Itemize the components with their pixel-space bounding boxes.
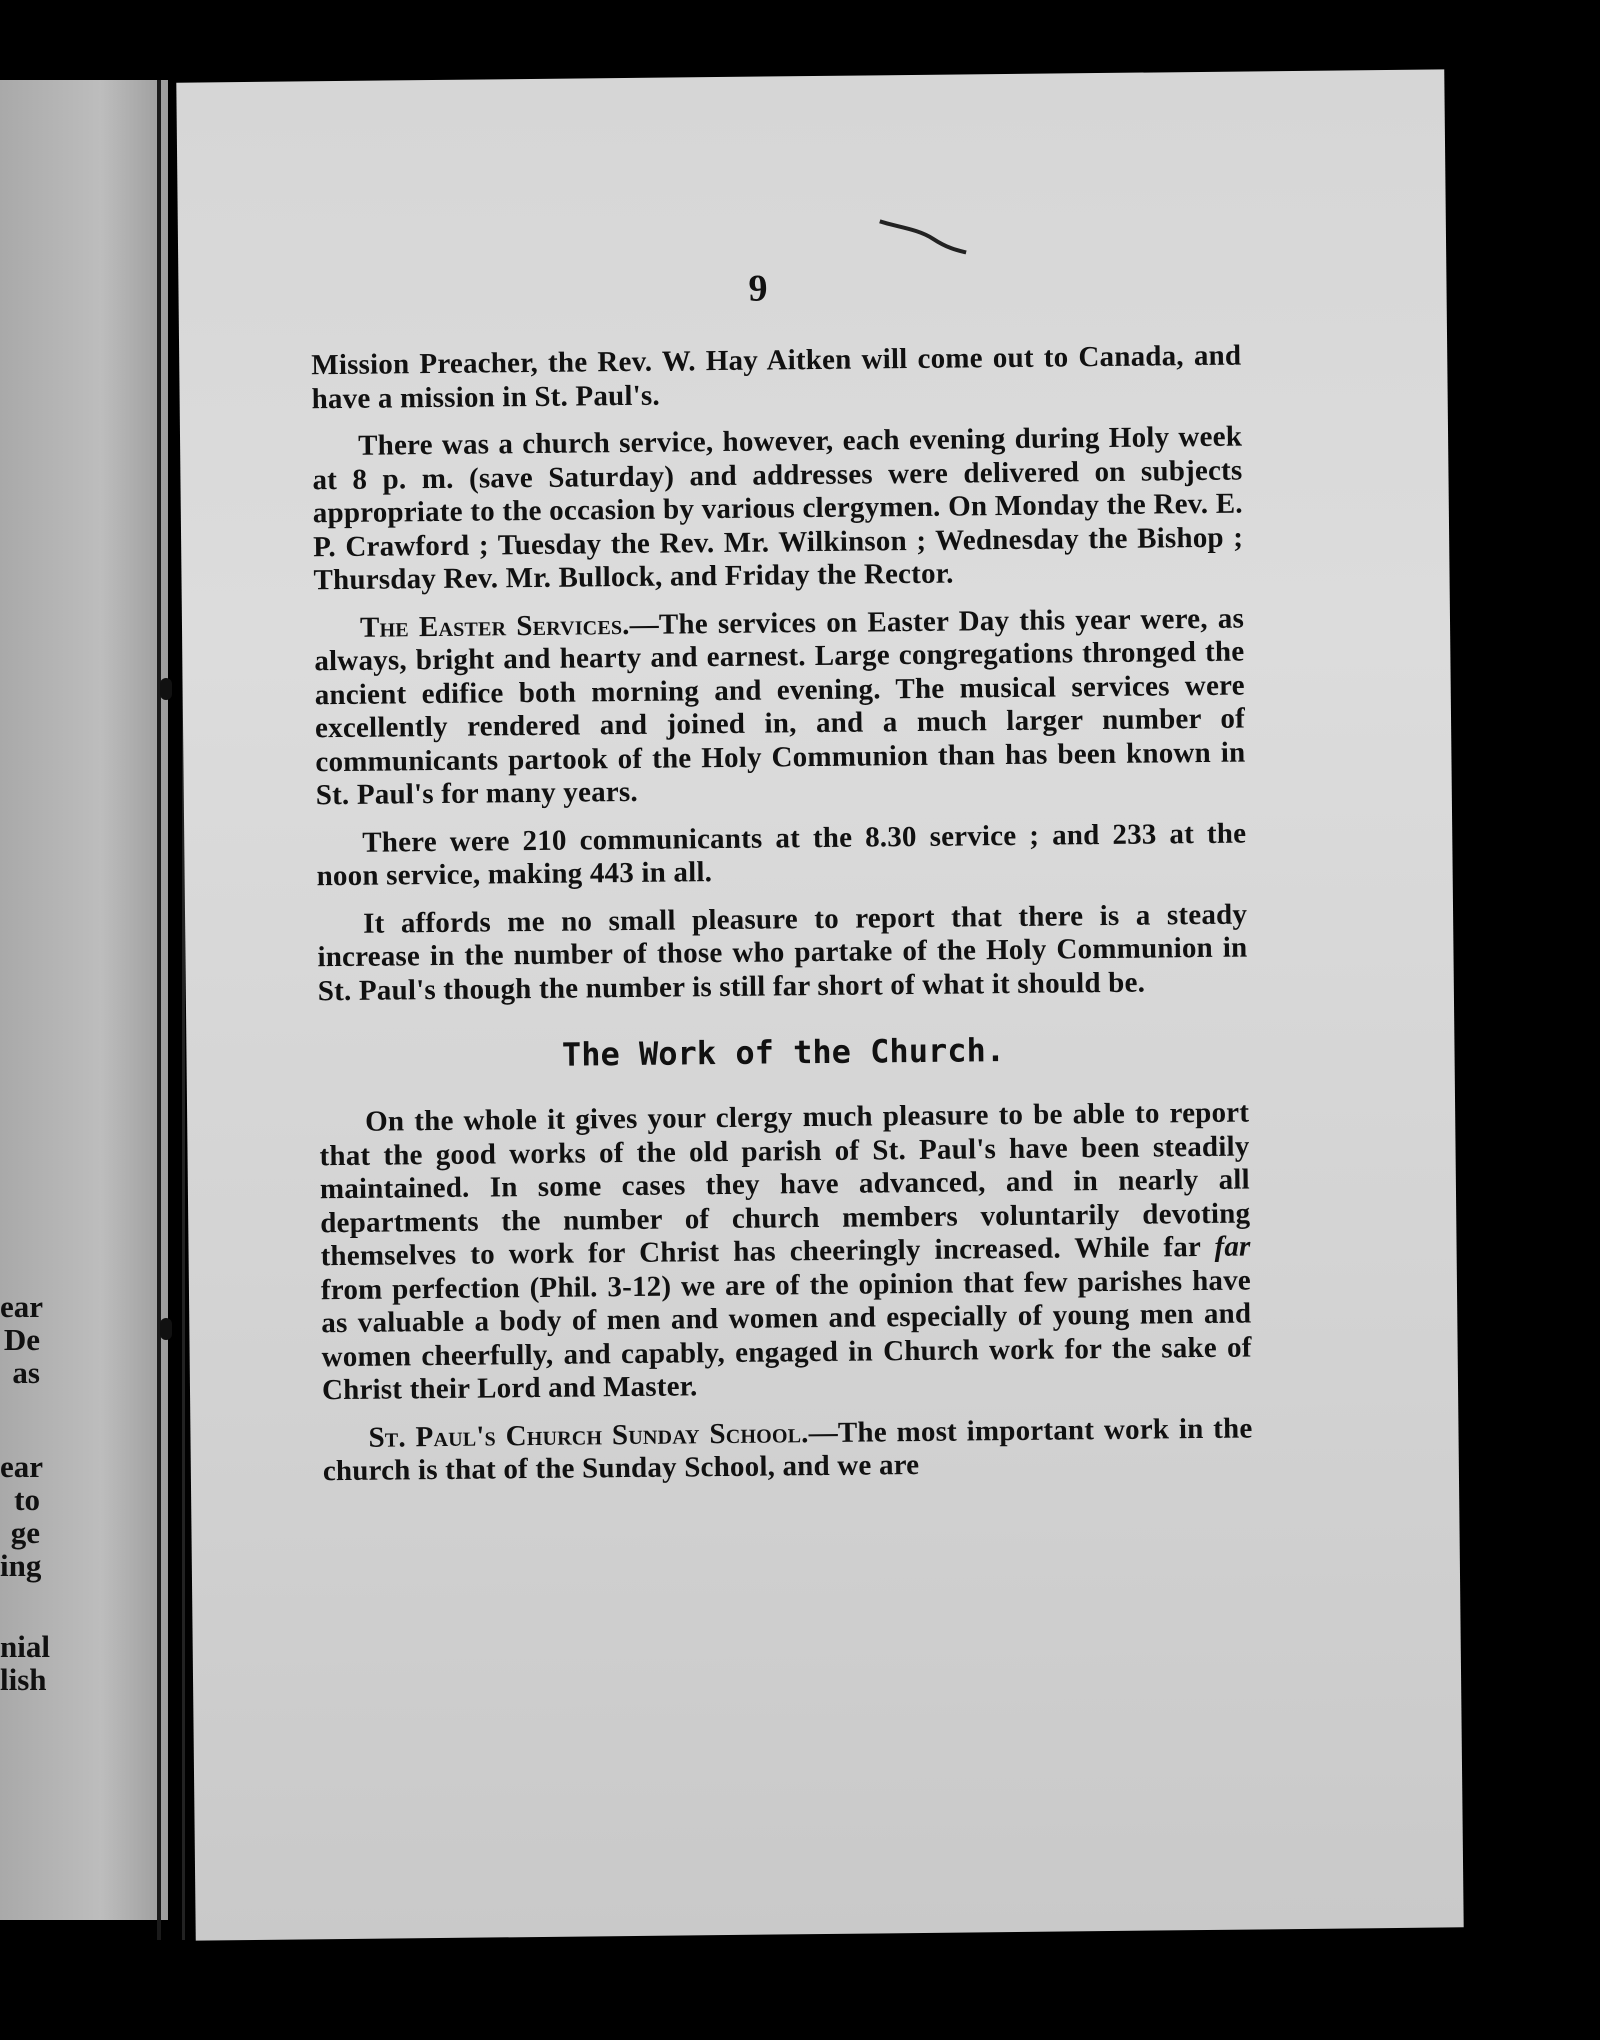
binding-edge — [157, 80, 161, 1940]
ink-mark — [878, 214, 968, 255]
section-lead-easter: The Easter Services. — [359, 608, 630, 644]
paragraph-sunday-school — [322, 1412, 1253, 1489]
paragraph-easter-text: —The services on Easter Day this year were, as always, bright and hearty and earnest. Large congregations thronged the ancient edifice both morning and evening. The musical services were excellently rendered and joined in, and a much larger number of communicants partook of the Holy Communion than has been known in St. Paul's for many years. — [314, 602, 1246, 812]
paragraph-holy-week: There was a church service, however, each evening during Holy week at 8 p. m. (save Saturday) and addresses were delivered on subjects appropriate to the occasion by various clergymen. On Monday the Rev. E. P. Crawford ; Tuesday the Rev. Mr. Wilkinson ; Wednesday the Bishop ; Thursday Rev. Mr. Bullock, and Friday the Rector. — [312, 420, 1244, 597]
paragraph-mission: Mission Preacher, the Rev. W. Hay Aitken will come out to Canada, and have a mission in St. Paul's. — [311, 339, 1242, 415]
facing-page-text-middle: ear to ge ing — [0, 1449, 44, 1583]
paragraph-easter-services — [314, 602, 1246, 813]
emphasis-far: far — [1214, 1230, 1251, 1263]
paragraph-communicants: There were 210 communicants at the 8.30 service ; and 233 at the noon service, making 443 in all. — [316, 817, 1247, 893]
paragraph-increase: It affords me no small pleasure to report that there is a steady increase in the number of those who partake of the Holy Communion in St. Paul's though the number is still far short of what it should be. — [317, 898, 1248, 1007]
binding-hole — [160, 1318, 172, 1340]
document-page — [176, 69, 1463, 1940]
facing-page-text-top: ear De as — [0, 1289, 44, 1390]
binding-hole — [160, 678, 172, 700]
page-number: 9 — [748, 267, 768, 310]
paragraph-work: On the whole it gives your clergy much pleasure to be able to report that the good works of the old parish of St. Paul's have been steadily maintained. In some cases they have advanced, and in nearly all departments the number of church members voluntarily devoting themselves to work for Christ has cheeringly increased. While far far from perfection (Phil. 3-12) we are of the opinion that few parishes have as valuable a body of men and women and especially of young men and women cheerfully, and capably, engaged in Church work for the sake of Christ their Lord and Master. — [319, 1096, 1252, 1407]
page-body — [311, 340, 1253, 1503]
section-heading: The Work of the Church. — [561, 1031, 1006, 1074]
facing-page-text-bottom: nial lish — [0, 1629, 50, 1697]
paragraph-sunday-school-text: —The most important work in the church is that of the Sunday School, and we are — [322, 1411, 1253, 1488]
section-lead-sunday-school: St. Paul's Church Sunday School. — [368, 1416, 809, 1454]
facing-page — [0, 80, 168, 1920]
